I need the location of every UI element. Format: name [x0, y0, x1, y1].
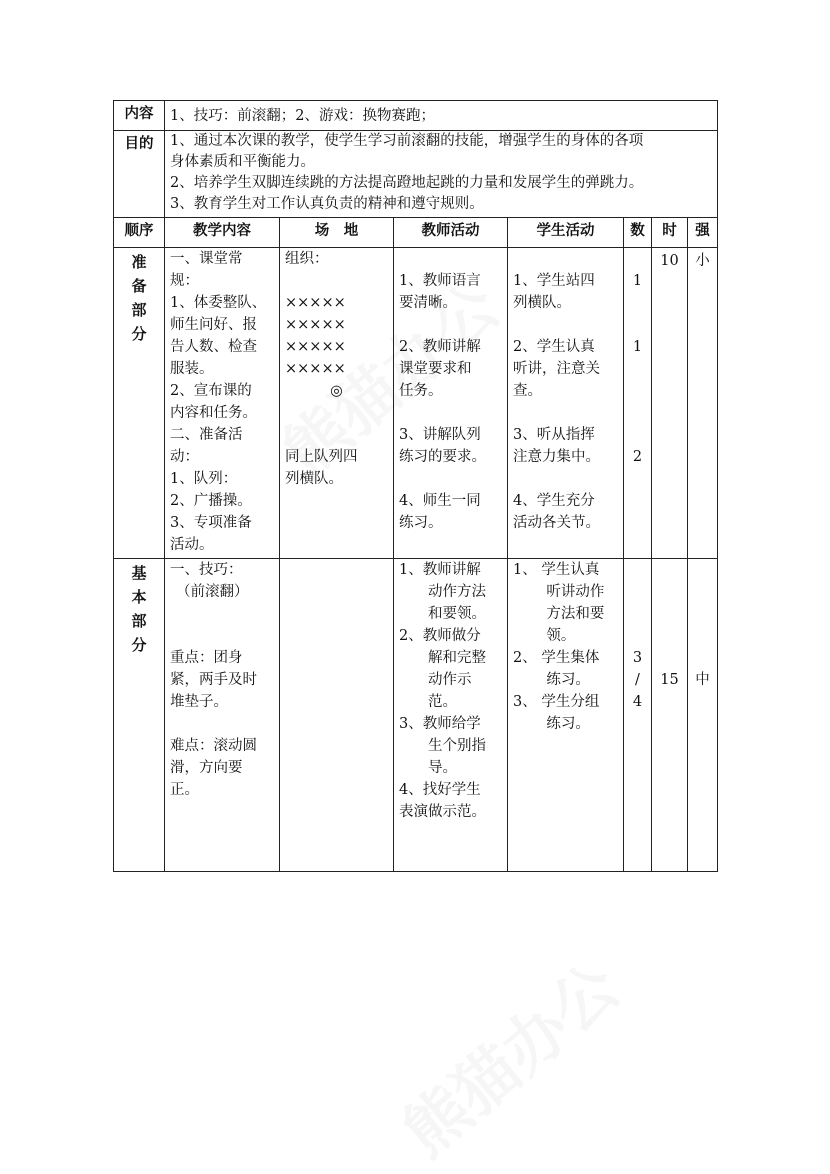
teacher-line: 1、教师语言: [399, 273, 481, 289]
student-line: 听讲动作: [546, 584, 605, 600]
student-line: 3、听从指挥: [513, 427, 595, 443]
difficulty-line: 正。: [170, 782, 199, 798]
basic-time: [652, 559, 688, 872]
basic-teacher: [394, 559, 508, 872]
teacher-line: 动作示: [428, 672, 472, 688]
content-line: 师生问好、报: [170, 317, 257, 333]
content-row: [114, 101, 718, 131]
count-value: 3: [632, 650, 643, 666]
teacher-line: 任务。: [399, 383, 443, 399]
key-point-line: 堆垫子。: [170, 694, 228, 710]
teacher-line: 范。: [428, 694, 457, 710]
prep-counts: [624, 248, 652, 559]
field-note: 同上队列四: [285, 449, 358, 465]
basic-field: [280, 559, 394, 872]
field-org-label: 组织：: [285, 251, 329, 267]
goal-line: 3、教育学生对工作认真负责的精神和遵守规则。: [170, 196, 484, 212]
student-line: 1、学生站四: [513, 273, 595, 289]
content-line: 2、宣布课的: [170, 383, 252, 399]
student-line: 注意力集中。: [513, 449, 600, 465]
teacher-line: 4、师生一同: [399, 493, 481, 509]
count-value: 4: [632, 694, 643, 710]
teacher-line: 表演做示范。: [399, 804, 486, 820]
header-row: [114, 218, 718, 248]
content-line: 1、队列：: [170, 471, 238, 487]
student-line: 方法和要: [546, 606, 605, 622]
student-line: 2、 学生集体: [513, 650, 600, 666]
content-line: 1、体委整队、: [170, 295, 267, 311]
basic-count: [624, 559, 652, 872]
student-line: 2、学生认真: [513, 339, 595, 355]
prep-time: 10: [652, 248, 688, 559]
prep-row: [114, 248, 718, 559]
section-char: 分: [131, 325, 147, 343]
goal-line: 2、培养学生双脚连续跳的方法提高蹬地起跳的力量和发展学生的弹跳力。: [170, 175, 644, 191]
content-line: 活动。: [170, 537, 214, 553]
content-label: 内容: [114, 101, 165, 131]
key-point-line: 紧，两手及时: [170, 672, 257, 688]
student-line: 练习。: [546, 672, 590, 688]
teacher-line: 生个别指: [428, 738, 486, 754]
teacher-line: 课堂要求和: [399, 361, 472, 377]
lesson-plan-table: [113, 100, 718, 872]
goal-line: 身体素质和平衡能力。: [170, 154, 315, 170]
header-teacher: 教师活动: [394, 218, 508, 248]
prep-teacher: [394, 248, 508, 559]
formation-row: ×××××: [285, 339, 346, 355]
teacher-line: 练习的要求。: [399, 449, 486, 465]
prep-field: [280, 248, 394, 559]
basic-content: [165, 559, 280, 872]
teacher-line: 动作方法: [428, 584, 486, 600]
student-line: 练习。: [546, 716, 590, 732]
student-line: 3、 学生分组: [513, 694, 600, 710]
header-count: 数: [624, 218, 652, 248]
teacher-line: 导。: [428, 760, 457, 776]
teacher-line: 3、教师给学: [399, 716, 481, 732]
teacher-line: 4、找好学生: [399, 782, 481, 798]
header-field: 场 地: [280, 218, 394, 248]
count-value: /: [635, 672, 640, 688]
teacher-position-mark: ◎: [330, 383, 343, 399]
prep-intensity: 小: [688, 248, 718, 559]
goal-text: [165, 131, 718, 218]
goal-label: 目的: [114, 131, 165, 218]
content-line: 告人数、检查: [170, 339, 257, 355]
header-time: 时: [652, 218, 688, 248]
count-value: 1: [632, 273, 643, 289]
formation-row: ×××××: [285, 295, 346, 311]
student-line: 听讲，注意关: [513, 361, 600, 377]
count-value: 1: [632, 339, 643, 355]
content-line: 一、课堂常: [170, 251, 243, 267]
content-line: 服装。: [170, 361, 214, 377]
header-intensity: 强: [688, 218, 718, 248]
formation-row: ×××××: [285, 361, 346, 377]
section-char: 分: [131, 636, 147, 654]
teacher-line: 1、教师讲解: [399, 562, 481, 578]
content-text: 1、技巧：前滚翻；2、游戏：换物赛跑；: [165, 101, 718, 131]
section-char: 基: [131, 564, 147, 582]
student-line: 领。: [546, 628, 576, 644]
section-char: 部: [131, 612, 147, 630]
field-note: 列横队。: [285, 471, 343, 487]
teacher-line: 解和完整: [428, 650, 486, 666]
teacher-line: 要清晰。: [399, 295, 457, 311]
basic-student: [508, 559, 624, 872]
student-line: 活动各关节。: [513, 515, 600, 531]
prep-content: [165, 248, 280, 559]
teacher-line: 2、教师讲解: [399, 339, 481, 355]
teacher-line: 练习。: [399, 515, 443, 531]
count-value: 2: [632, 449, 643, 465]
goal-line: 1、通过本次课的教学，使学生学习前滚翻的技能，增强学生的身体的各项: [170, 133, 644, 149]
student-line: 1、 学生认真: [513, 562, 600, 578]
difficulty-line: 滑，方向要: [170, 760, 243, 776]
content-line: 二、准备活: [170, 427, 243, 443]
difficulty-line: 难点：滚动圆: [170, 738, 257, 754]
section-char: 部: [131, 301, 147, 319]
content-line: 内容和任务。: [170, 405, 257, 421]
content-line: （前滚翻）: [176, 584, 249, 600]
teacher-line: 3、讲解队列: [399, 427, 481, 443]
content-line: 2、广播操。: [170, 493, 252, 509]
content-line: 一、技巧：: [170, 562, 243, 578]
prep-student: [508, 248, 624, 559]
header-content: 教学内容: [165, 218, 280, 248]
header-order: 顺序: [114, 218, 165, 248]
header-student: 学生活动: [508, 218, 624, 248]
content-line: 规：: [170, 273, 199, 289]
formation-row: ×××××: [285, 317, 346, 333]
section-char: 本: [131, 588, 147, 606]
teacher-line: 2、教师做分: [399, 628, 481, 644]
teacher-line: 和要领。: [428, 606, 486, 622]
content-line: 3、专项准备: [170, 515, 252, 531]
section-char: 准: [131, 253, 147, 271]
prep-section-label: [114, 248, 165, 559]
key-point-line: 重点：团身: [170, 650, 243, 666]
content-line: 动：: [170, 449, 199, 465]
student-line: 列横队。: [513, 295, 571, 311]
student-line: 查。: [513, 383, 542, 399]
student-line: 4、学生充分: [513, 493, 595, 509]
watermark: [380, 938, 635, 1173]
basic-intensity: [688, 559, 718, 872]
intensity-value: 中: [695, 672, 710, 688]
basic-section-label: [114, 559, 165, 872]
time-value: 15: [660, 672, 679, 688]
goal-row: [114, 131, 718, 218]
basic-row: [114, 559, 718, 872]
section-char: 备: [131, 277, 147, 295]
